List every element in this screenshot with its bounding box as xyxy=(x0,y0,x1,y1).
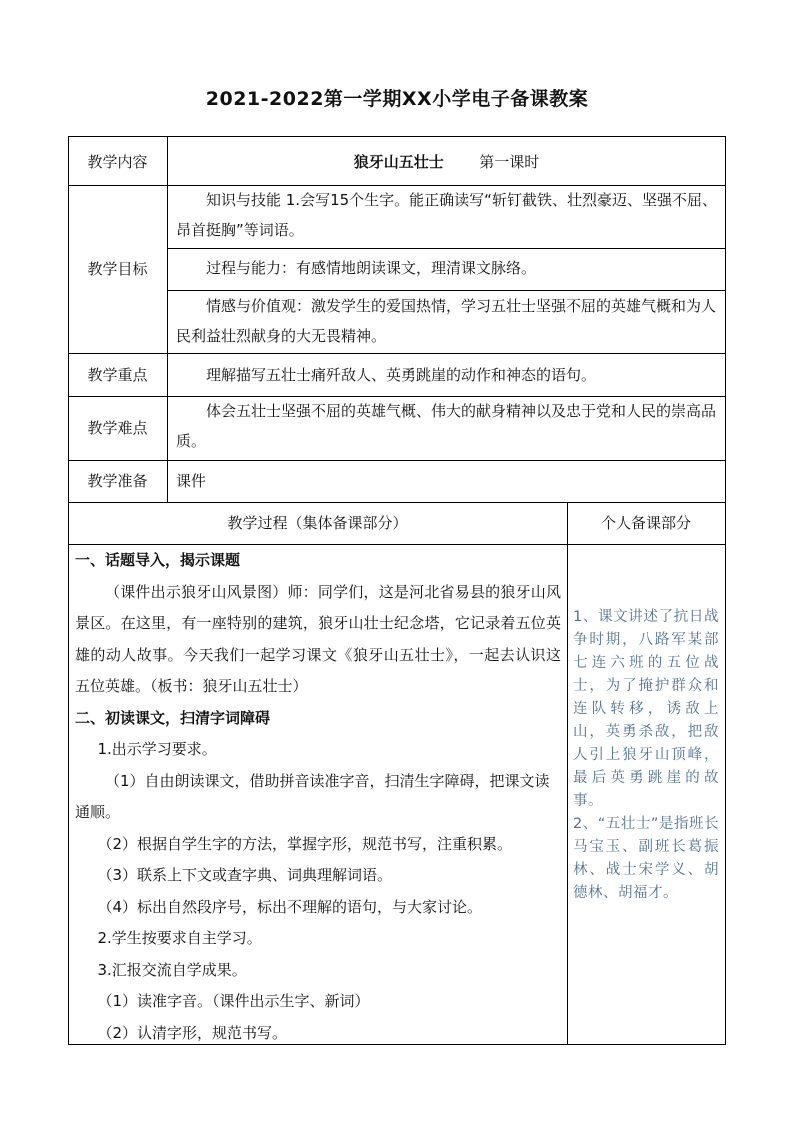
process-step: 2.学生按要求自主学习。 xyxy=(97,929,262,947)
process-header: 教学过程（集体备课部分） xyxy=(227,514,408,532)
objective-emotion: 情感与价值观：激发学生的爱国热情，学习五壮士坚强不屈的英雄气概和为人民利益壮烈献身的大无畏精神。 xyxy=(176,297,717,345)
objective-divider xyxy=(167,248,726,249)
personal-note: 1、课文讲述了抗日战争时期，八路军某部七连六班的五位战士，为了掩护群众和连队转移，诱敌上山，英勇杀敌，把敌人引上狼牙山顶峰，最后英勇跳崖的故事。 xyxy=(573,609,719,809)
label-teaching-content: 教学内容 xyxy=(87,153,148,171)
objective-knowledge: 知识与技能 1.会写15个生字。能正确读写“斩钉截铁、壮烈豪迈、坚强不屈、昂首挺胸”等词语。 xyxy=(176,191,717,239)
process-step: （1）自由朗读课文，借助拼音读准字音，扫清生字障碍，把课文读通顺。 xyxy=(75,771,550,821)
personal-notes xyxy=(573,606,719,905)
document-title: 2021-2022第一学期XX小学电子备课教案 xyxy=(205,88,589,110)
process-step: （1）读准字音。（课件出示生字、新词） xyxy=(97,992,370,1010)
preparation-text: 课件 xyxy=(176,472,207,490)
process-step: 1.出示学习要求。 xyxy=(97,740,217,758)
teaching-content xyxy=(167,147,726,177)
section-heading: 二、初读课文，扫清字词障碍 xyxy=(75,708,271,727)
process-step: （2）根据自学生字的方法，掌握字形，规范书写，注重积累。 xyxy=(97,834,513,853)
process-step: （2）认清字形，规范书写。 xyxy=(97,1023,288,1042)
process-step: （3）联系上下文或查字典、词典理解词语。 xyxy=(97,866,393,884)
lesson-title: 狼牙山五壮士 xyxy=(353,153,444,171)
process-step: （4）标出自然段序号，标出不理解的语句，与大家讨论。 xyxy=(97,897,483,916)
difficulties-text: 体会五壮士坚强不屈的英雄气概、伟大的献身精神以及忠于党和人民的崇高品质。 xyxy=(176,402,717,450)
intro-paragraph: （课件出示狼牙山风景图）师：同学们，这是河北省易县的狼牙山风景区。在这里，有一座特别的建筑，狼牙山壮士纪念塔，它记录着五位英雄的动人故事。今天我们一起学习课文《狼牙山五壮士》，一起去认识这五位英雄。（板书：狼牙山五壮士） xyxy=(75,582,561,695)
table-border-right xyxy=(725,136,726,1045)
process-step: 3.汇报交流自学成果。 xyxy=(97,960,247,979)
process-body xyxy=(75,545,561,1049)
label-teaching-objectives: 教学目标 xyxy=(87,260,148,278)
label-difficulties: 教学难点 xyxy=(87,419,148,437)
personal-column-divider xyxy=(567,502,568,1045)
personal-prep-header: 个人备课部分 xyxy=(600,514,691,532)
label-column-divider xyxy=(167,136,168,502)
label-key-points: 教学重点 xyxy=(87,366,148,384)
row-divider xyxy=(68,502,726,503)
key-points-text: 理解描写五壮士痛歼敌人、英勇跳崖的动作和神态的语句。 xyxy=(206,366,597,384)
personal-note: 2、“五壮士”是指班长马宝玉、副班长葛振林、战士宋学义、胡德林、胡福才。 xyxy=(573,816,719,901)
lesson-period: 第一课时 xyxy=(479,153,540,171)
lesson-plan-table xyxy=(68,136,726,1045)
section-heading: 一、话题导入，揭示课题 xyxy=(75,551,241,569)
objective-process: 过程与能力：有感情地朗读课文，理清课文脉络。 xyxy=(206,259,537,277)
label-preparation: 教学准备 xyxy=(87,472,148,490)
